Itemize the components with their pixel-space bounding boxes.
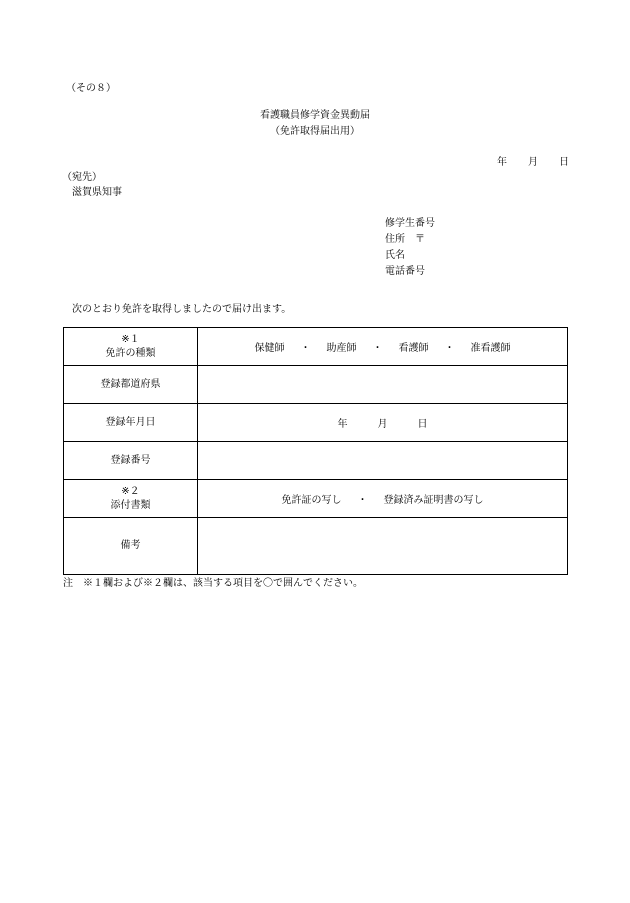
license-form-table [63,327,568,575]
option-registration-certificate-copy[interactable]: 登録済み証明書の写し [383,495,484,506]
separator: ・ [372,343,383,354]
prefecture-label: 登録都道府県 [64,366,198,404]
license-type-mark: ※１ [121,333,140,345]
registration-number-field[interactable] [198,442,568,480]
date-line [497,153,569,168]
row-registration-number [64,442,568,480]
address-label: 住所 〒 [385,234,425,245]
row-registration-date [64,404,568,442]
attachments-mark: ※２ [121,485,140,497]
date-year: 年 [497,157,507,168]
intro-text: 次のとおり免許を取得しましたので届け出ます。 [72,304,292,315]
form-number: （その８） [66,83,116,94]
addressee-name: 滋賀県知事 [72,187,122,198]
name-label: 氏名 [385,250,405,261]
attachments-label: 添付書類 [110,499,151,511]
row-attachments [64,480,568,518]
option-license-copy[interactable]: 免許証の写し [281,495,342,506]
license-type-label: 免許の種類 [105,347,156,359]
separator: ・ [357,495,368,506]
license-type-label-cell [64,328,198,366]
row-prefecture [64,366,568,404]
date-day: 日 [559,157,569,168]
attachments-options[interactable] [198,480,568,518]
option-public-health-nurse[interactable]: 保健師 [254,343,285,354]
reg-date-day: 日 [417,419,428,430]
remarks-field[interactable] [198,518,568,575]
remarks-label: 備考 [64,518,198,575]
row-license-type [64,328,568,366]
phone-label: 電話番号 [385,266,425,277]
separator: ・ [300,343,311,354]
option-midwife[interactable]: 助産師 [326,343,357,354]
row-remarks [64,518,568,575]
registration-date-label: 登録年月日 [64,404,198,442]
registration-date-field[interactable] [198,404,568,442]
form-title: 看護職員修学資金異動届 [260,110,370,121]
registration-number-label: 登録番号 [64,442,198,480]
student-number-label: 修学生番号 [385,218,435,229]
footnote: 注 ※１欄および※２欄は、該当する項目を〇で囲んでください。 [63,578,363,589]
date-month: 月 [528,157,538,168]
attachments-label-cell [64,480,198,518]
reg-date-month: 月 [377,419,388,430]
option-nurse[interactable]: 看護師 [398,343,429,354]
form-subtitle: （免許取得届出用） [270,126,360,137]
addressee-label: （宛先） [62,172,102,183]
separator: ・ [444,343,455,354]
license-type-options[interactable] [198,328,568,366]
reg-date-year: 年 [337,419,348,430]
prefecture-field[interactable] [198,366,568,404]
option-assistant-nurse[interactable]: 准看護師 [470,343,511,354]
